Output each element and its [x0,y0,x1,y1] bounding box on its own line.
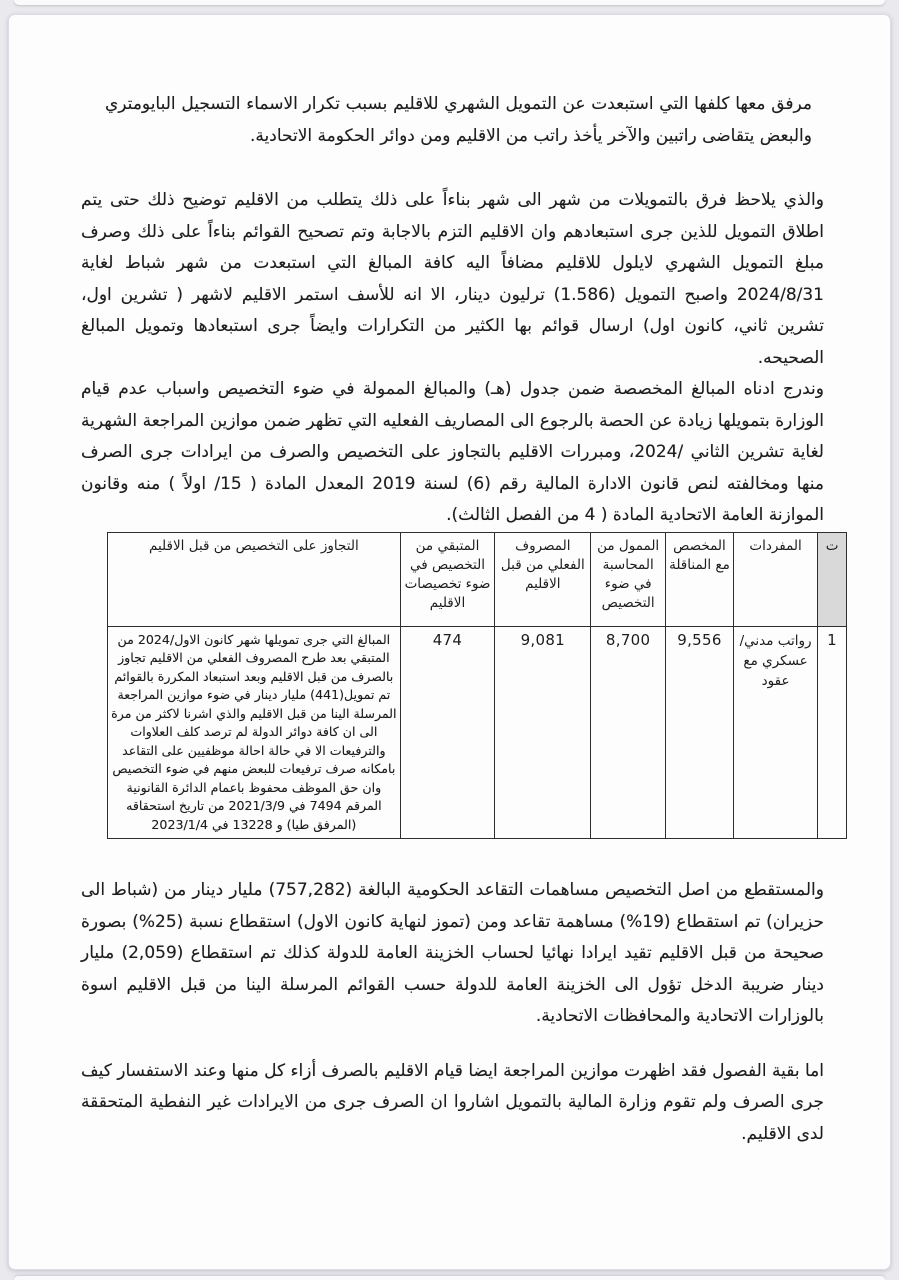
paragraph-table-preamble: وندرج ادناه المبالغ المخصصة ضمن جدول (هـ) والمبالغ الممولة في ضوء التخصيص واسباب عدم قيام الوزارة بتمويلها زيادة عن الحصة بالرجوع الى المصاريف الفعليه التي تظهر ضمن موازين المراجعة الشهرية لغاية تشرين الثاني /2024، ومبررات الاقليم بالتجاوز على التخصيص والصرف من ايرادات جرى الصرف منها ومخالفته لنص قانون الادارة المالية رقم (6) لسنة 2019 المعدل المادة ( 15/ اولاً ) منه وقانون الموازنة العامة الاتحادية المادة ( 4 من الفصل الثالث). [81,379,825,525]
column-header-remaining-allocation: المتبقي من التخصيص في ضوء تخصيصات الاقليم [400,532,495,626]
column-header-serial: ت [818,532,847,626]
paragraph-intro: مرفق معها كلفها التي استبعدت عن التمويل الشهري للاقليم بسبب تكرار الاسماء التسجيل البايومتري والبعض يتقاضى راتبين والآخر يأخذ راتب من الاقليم ومن دوائر الحكومة الاتحادية. [105,94,812,146]
paragraph-pension-deductions: والمستقطع من اصل التخصيص مساهمات التقاعد الحكومية البالغة (757,282) مليار دينار من (شباط الى حزيران) تم استقطاع (19%) مساهمة تقاعد ومن (تموز لنهاية كانون الاول) استقطاع نسبة (25%) بصورة صحيحة من قبل الاقليم تقيد ايرادا نهائيا لحساب الخزينة العامة للدولة كذلك تم استقطاع (2,059) مليار دينار ضريبة الدخل تؤول الى الخزينة العامة للدولة حسب القوائم المرسلة الينا من قبل الاقليم اسوة بالوزارات الاتحادية والمحافظات الاتحادية. [81,880,824,1026]
column-header-items: المفردات [733,532,817,626]
previous-page-edge [14,0,885,5]
table-row [108,626,847,839]
cell-funded: 8,700 [591,626,666,839]
document-page [8,14,891,1270]
column-header-actual-expenditure: المصروف الفعلي من قبل الاقليم [495,532,591,626]
cell-remaining: 474 [400,626,495,839]
next-page-edge [14,1276,885,1280]
pre-table-section [75,89,852,532]
paragraph-other-chapters: اما بقية الفصول فقد اظهرت موازين المراجعة ايضا قيام الاقليم بالصرف أزاء كل منها وعند الاستفسار كيف جرى الصرف ولم تقوم وزارة المالية بالتمويل اشاروا ان الصرف جرى من الايرادات غير النفطية المتحققة لدى الاقليم. [81,1060,824,1144]
document-content [9,15,890,1269]
paragraph-funding-differences: والذي يلاحظ فرق بالتمويلات من شهر الى شهر بناءاً على ذلك يتطلب من الاقليم توضيح ذلك حتى يتم اطلاق التمويل للذين جرى استبعادهم وان الاقليم التزم بالاجابة وتم تصحيح القوائم بناءاً على ذلك وصرف مبلغ التمويل الشهري لايلول للاقليم مضافاً اليه كافة المبالغ التي استبعدت من شهر شباط لغاية 2024/8/31 واصبح التمويل (1.586) ترليون دينار، الا انه للأسف استمر الاقليم لاشهر ( تشرين اول، تشرين ثاني، كانون اول) ارسال قوائم بها الكثير من التكرارات وايضاً جرى استبعادها وتمويل المبالغ الصحيحه. [81,190,824,368]
cell-serial: 1 [818,626,847,839]
column-header-allocated-with-transfer: المخصص مع المناقلة [665,532,733,626]
cell-actual-expenditure: 9,081 [495,626,591,839]
table-header-row [108,532,847,626]
cell-overrun-note: المبالغ التي جرى تمويلها شهر كانون الاول/2024 من المتبقي بعد طرح المصروف الفعلي من الاقليم تجاوز بالصرف من قبل الاقليم وبعد استبعاد المكررة بالقوائم تم تمويل(441) مليار دينار في ضوء موازين المراجعة المرسلة الينا من قبل الاقليم والذي اشرنا لاكثر من مرة الى ان كافة دوائر الدولة لم ترصد كلف العلاوات والترفيعات الا في حالة احالة موظفيين على التقاعد بامكانه صرف ترفيعات للبعض منهم في ضوء التخصيص وان حق الموظف محفوظ باعمام الدائرة القانونية المرقم 7494 في 2021/3/9 من تاريخ استحقاقه (المرفق طيا) و 13228 في 2023/1/4 [108,626,401,839]
cell-item: رواتب مدني/عسكري مع عقود [733,626,817,839]
allocations-table [107,532,847,840]
column-header-overrun: التجاوز على التخصيص من قبل الاقليم [108,532,401,626]
column-header-funded-by-accounting: الممول من المحاسبة في ضوء التخصيص [591,532,666,626]
cell-allocated: 9,556 [665,626,733,839]
